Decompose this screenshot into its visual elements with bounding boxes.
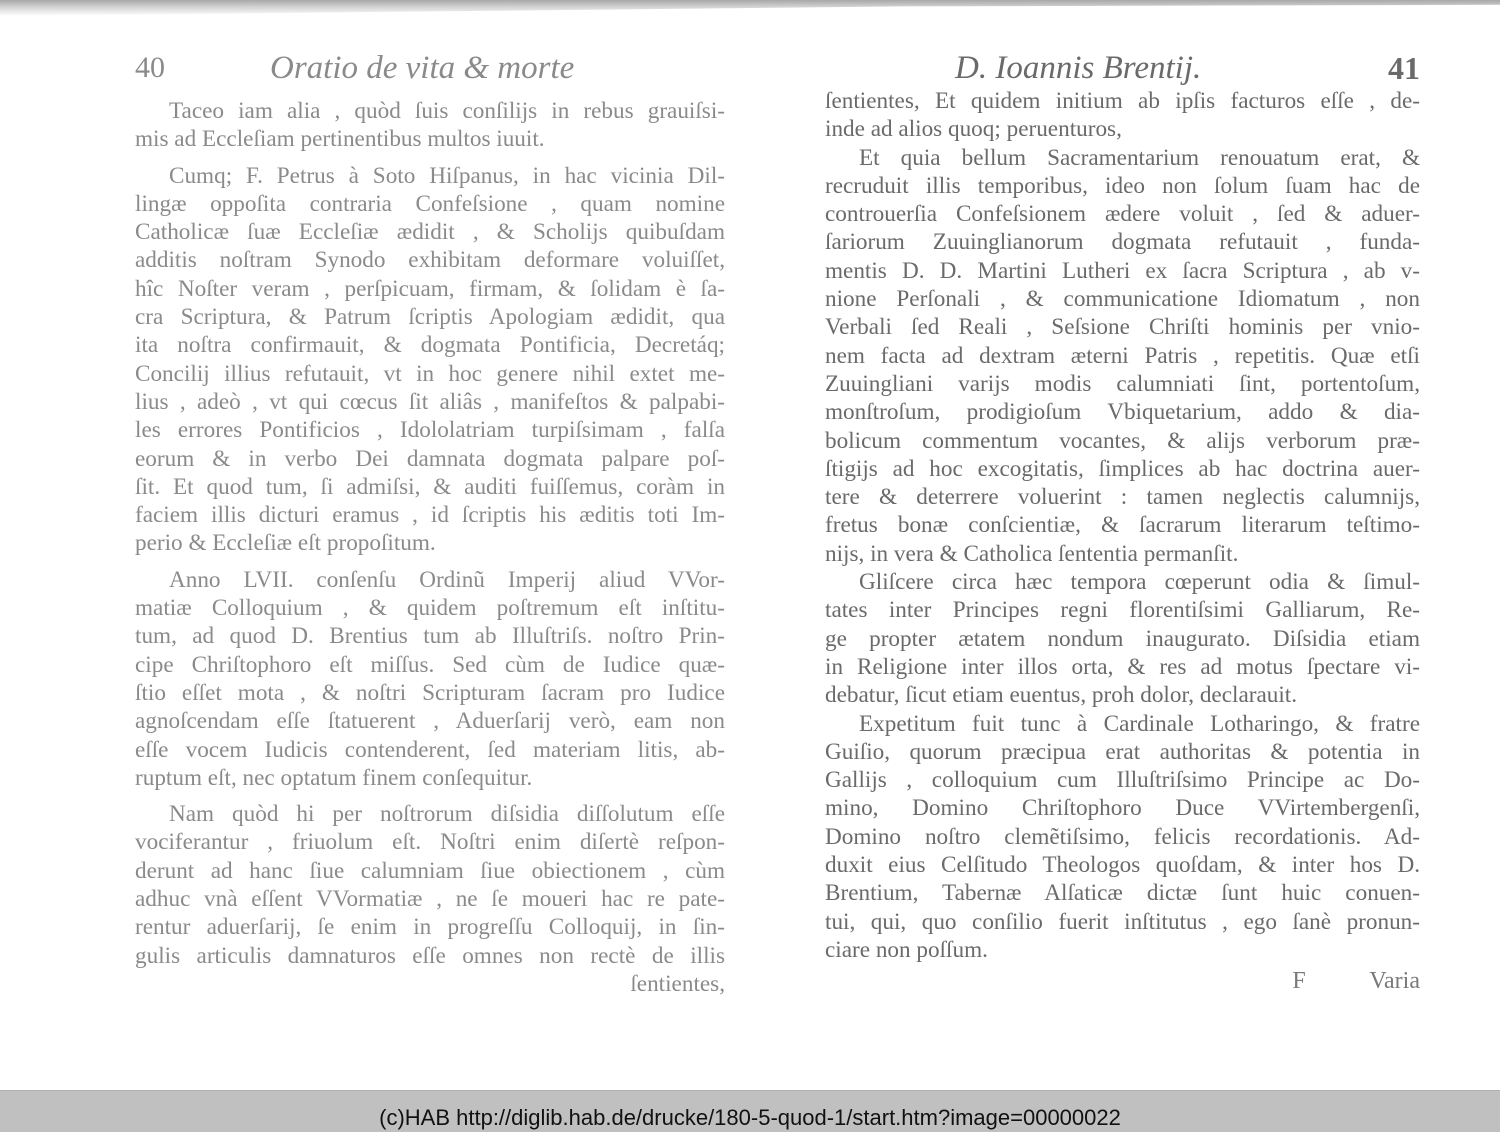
text-line: Nam quòd hi per noſtrorum diſsidia diſſolutum eſſe [169, 801, 725, 828]
text-line: eſſe vocem Iudicis contenderent, ſed materiam litis, ab- [135, 736, 725, 763]
text-line: Taceo iam alia , quòd ſuis conſilijs in rebus grauiſsi- [169, 98, 725, 124]
text-line: nem facta ad dextram æterni Patris , repetitis. Quæ etſi [825, 342, 1420, 369]
text-line: matiæ Colloquium , & quidem poſtremum eſt inſtitu- [135, 595, 725, 622]
page-number-right: 41 [1388, 50, 1420, 86]
text-line: ſariorum Zuuinglianorum dogmata refutauit , funda- [825, 229, 1420, 256]
text-line: duxit eius Celſitudo Theologos quoſdam, & inter hos D. [825, 852, 1420, 879]
attribution-footer [0, 1090, 1500, 1132]
right-running-head [825, 46, 1420, 90]
text-line: gulis articulis damnaturos eſſe omnes non rectè de illis [135, 942, 725, 969]
text-line: tates inter Principes regni florentiſsimi Galliarum, Re- [825, 597, 1420, 624]
text-line: additis noſtram Synodo exhibitam deformare voluiſſet, [135, 247, 725, 274]
text-line: agnoſcendam eſſe ſtatuerent , Aduerſarij verò, eam non [135, 708, 725, 735]
text-line: in Religione inter illos orta, & res ad motus ſpectare vi- [825, 653, 1420, 680]
text-line: cra Scriptura, & Patrum ſcriptis Apologiam ædidit, qua [135, 304, 725, 331]
running-title-right: D. Ioannis Brentij. [955, 50, 1202, 86]
catchword-left: ſentientes, [630, 970, 725, 997]
text-line: Anno LVII. conſenſu Ordinũ Imperij aliud VVor- [169, 566, 725, 593]
signature-catchline [1292, 968, 1420, 995]
right-body-text [825, 87, 1420, 964]
text-line: nijs, in vera & Catholica ſententia permanſit. [825, 540, 1239, 567]
signature-mark: F [1292, 968, 1306, 994]
text-line: lingæ oppoſita contraria Confeſsione , quam nomine [135, 190, 725, 217]
text-line: Cumq; F. Petrus à Soto Hiſpanus, in hac vicinia Dil- [169, 162, 725, 189]
text-line: Guiſio, quorum præcipua erat authoritas & potentia in [825, 738, 1420, 765]
text-line: ruptum eſt, nec optatum finem conſequitur. [135, 764, 533, 791]
scan-page-edge [0, 0, 1500, 16]
text-line: controuerſia Confeſsionem ædere voluit , ſed & aduer- [825, 201, 1420, 228]
text-line: Expetitum fuit tunc à Cardinale Lotharingo, & fratre [859, 710, 1420, 737]
text-line: eorum & in verbo Dei damnata dogmata palpare poſ- [135, 445, 725, 472]
text-line: ſit. Et quod tum, ſi admiſsi, & auditi fuiſſemus, coràm in [135, 473, 725, 500]
text-line: ita noſtra confirmauit, & dogmata Pontificia, Decretáq; [135, 332, 725, 359]
text-line: adhuc vnà eſſent VVormatiæ , ne ſe moueri hac re pate- [135, 886, 725, 913]
text-line: recruduit illis temporibus, ideo non ſolum ſuam hac de [825, 172, 1420, 199]
text-line: mentis D. D. Martini Lutheri ex ſacra Scriptura , ab v- [825, 257, 1420, 284]
text-line: Verbali ſed Reali , Seſsione Chriſti hominis per vnio- [825, 314, 1420, 341]
text-line: hîc Noſter veram , perſpicuam, firmam, & ſolidam è ſa- [135, 275, 725, 302]
page-number-left: 40 [135, 51, 165, 84]
text-line: ſtigijs ad hoc excogitatis, ſimplices ab hac doctrina auer- [825, 455, 1420, 482]
text-line: Domino noſtro clemẽtiſsimo, felicis recordationis. Ad- [825, 823, 1420, 850]
text-line: ge propter ætatem nondum inaugurato. Diſsidia etiam [825, 625, 1420, 652]
text-line: mis ad Eccleſiam pertinentibus multos iuuit. [135, 126, 545, 153]
running-title-left: Oratio de vita & morte [270, 50, 575, 86]
text-line: bolicum commentum vocantes, & alijs verborum præ- [825, 427, 1420, 454]
text-line: vociferantur , friuolum eſt. Noſtri enim diſertè reſpon- [135, 829, 725, 856]
text-line: Gallijs , colloquium cum Illuſtriſsimo Principe ac Do- [825, 767, 1420, 794]
text-line: inde ad alios quoq; peruenturos, [825, 116, 1122, 143]
text-line: nione Perſonali , & communicatione Idiomatum , non [825, 286, 1420, 313]
text-line: tere & deterrere voluerint : tamen neglectis calumnijs, [825, 484, 1420, 511]
text-line: mino, Domino Chriſtophoro Duce VVirtembergenſi, [825, 795, 1420, 822]
text-line: tum, ad quod D. Brentius tum ab Illuſtriſs. noſtro Prin- [135, 623, 725, 650]
text-line: rentur aduerſarij, ſe enim in progreſſu Colloquij, in ſin- [135, 914, 725, 941]
text-line: lius , adeò , vt qui cœcus ſit aliâs , manifeſtos & palpabi- [135, 388, 725, 415]
text-line: ſtio eſſet mota , & noſtri Scripturam ſacram pro Iudice [135, 679, 725, 706]
text-line: Catholicæ ſuæ Eccleſiæ ædidit , & Scholijs quibuſdam [135, 219, 725, 246]
text-line: derunt ad hanc ſiue calumniam ſiue obiectionem , cùm [135, 857, 725, 884]
text-line: perio & Eccleſiæ eſt propoſitum. [135, 530, 436, 557]
text-line: tui, qui, quo conſilio fuerit inſtitutus , ego ſanè pronun- [825, 908, 1420, 935]
left-running-head [135, 46, 725, 90]
text-line: debatur, ſicut etiam euentus, proh dolor, declarauit. [825, 682, 1298, 709]
text-line: ſentientes, Et quidem initium ab ipſis facturos eſſe , de- [825, 88, 1420, 114]
text-line: Gliſcere circa hæc tempora cœperunt odia & ſimul- [859, 569, 1420, 596]
text-line: Zuuingliani varijs modis calumniati ſint, portentoſum, [825, 370, 1420, 397]
catchword-right: Varia [1369, 968, 1420, 994]
left-body-text [135, 97, 725, 998]
text-line: les errores Pontificios , Idololatriam turpiſsimam , falſa [135, 417, 725, 444]
text-line: monſtroſum, prodigioſum Vbiquetarium, addo & dia- [825, 399, 1420, 426]
text-line: Concilij illius refutauit, vt in hoc genere nihil extet me- [135, 360, 725, 387]
text-line: faciem illis dicturi eramus , id ſcriptis his æditis toti Im- [135, 502, 725, 529]
text-line: cipe Chriſtophoro eſt miſſus. Sed cùm de Iudice quæ- [135, 651, 725, 678]
text-line: fretus bonæ conſcientiæ, & ſacrarum literarum teſtimo- [825, 512, 1420, 539]
attribution-text: (c)HAB http://diglib.hab.de/drucke/180-5-quod-1/start.htm?image=00000022 [379, 1105, 1121, 1130]
text-line: ciare non poſſum. [825, 936, 988, 963]
text-line: Brentium, Tabernæ Alſaticæ dictæ ſunt huic conuen- [825, 880, 1420, 907]
text-line: Et quia bellum Sacramentarium renouatum erat, & [859, 144, 1420, 171]
